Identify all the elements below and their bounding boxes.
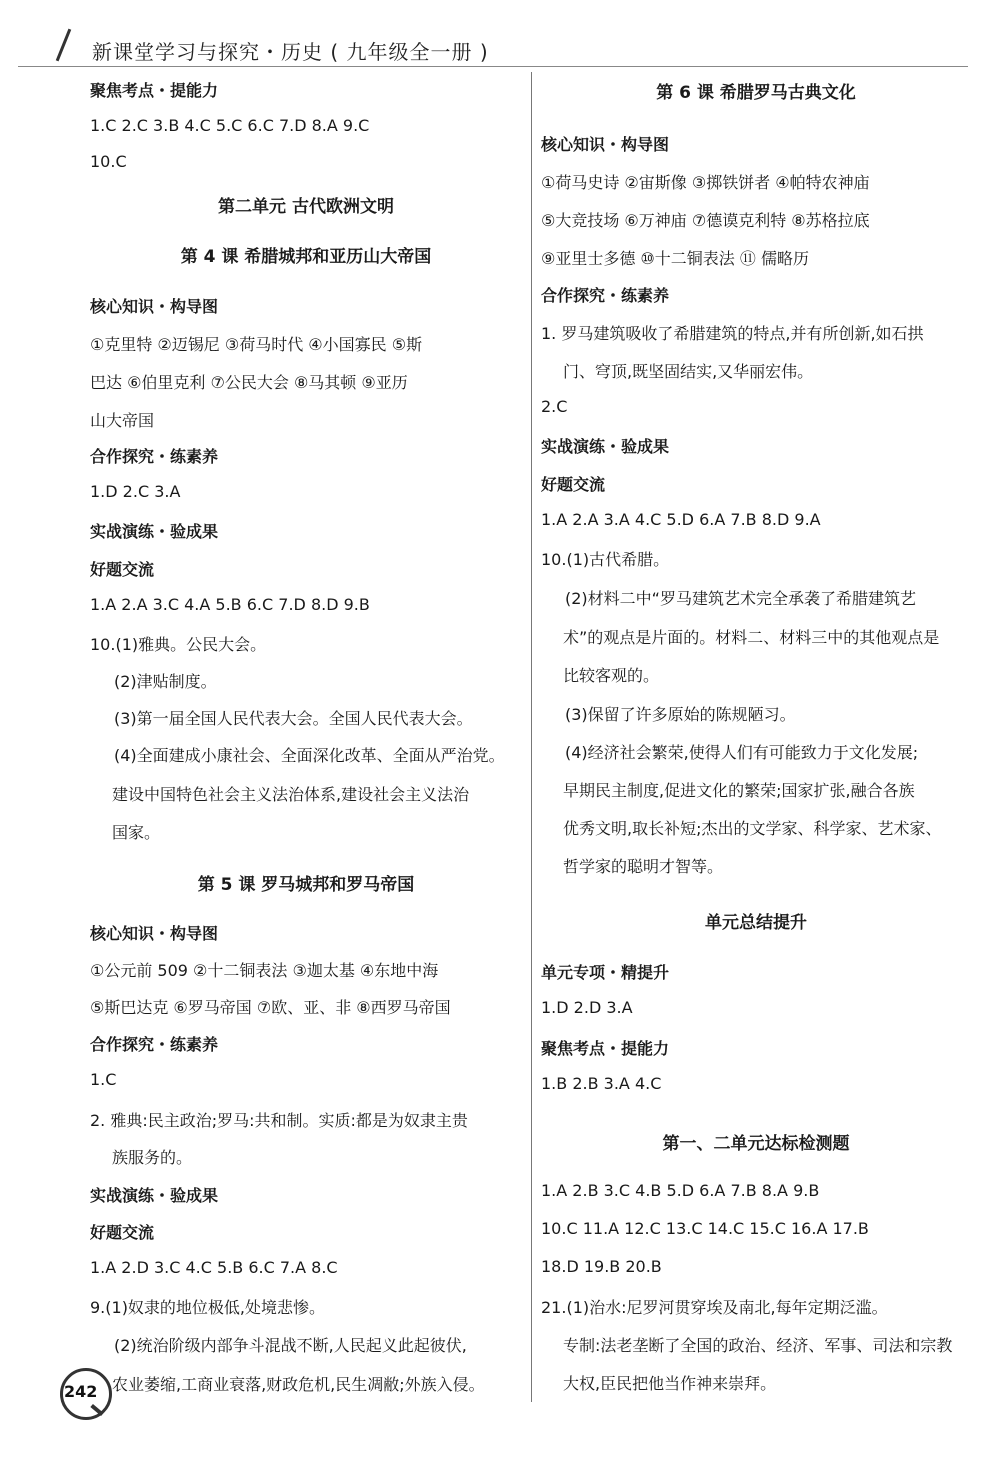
- answer-line: (2)津贴制度。: [114, 672, 217, 691]
- answer-line: 哲学家的聪明才智等。: [563, 857, 724, 876]
- knowledge-line: ⑨亚里士多德 ⑩十二铜表法 ⑪ 儒略历: [541, 249, 809, 268]
- answer-line: 10.C 11.A 12.C 13.C 14.C 15.C 16.A 17.B: [541, 1219, 869, 1238]
- answer-line: 1.A 2.A 3.A 4.C 5.D 6.A 7.B 8.D 9.A: [541, 510, 821, 529]
- header-title: 新课堂学习与探究・历史 ( 九年级全一册 ): [92, 40, 489, 64]
- header-slash-decoration: [56, 29, 72, 62]
- lesson-title: 第 4 课 希腊城邦和亚历山大帝国: [180, 247, 432, 267]
- answer-line: 1.C: [90, 1070, 117, 1089]
- answer-line: (4)经济社会繁荣,使得人们有可能致力于文化发展;: [565, 743, 919, 762]
- answer-line: (4)全面建成小康社会、全面深化改革、全面从严治党。: [114, 746, 505, 765]
- answer-line: (3)保留了许多原始的陈规陋习。: [565, 705, 796, 724]
- subsection-heading: 好题交流: [541, 475, 606, 494]
- answer-line: 优秀文明,取长补短;杰出的文学家、科学家、艺术家、: [563, 819, 942, 838]
- subsection-heading: 好题交流: [90, 560, 155, 579]
- answer-line: 建设中国特色社会主义法治体系,建设社会主义法治: [112, 785, 470, 804]
- knowledge-line: ⑤斯巴达克 ⑥罗马帝国 ⑦欧、亚、非 ⑧西罗马帝国: [90, 998, 451, 1017]
- section-heading: 实战演练・验成果: [90, 522, 219, 541]
- answer-line: 大权,臣民把他当作神来崇拜。: [563, 1374, 777, 1393]
- section-heading: 合作探究・练素养: [541, 286, 670, 305]
- answer-line: 门、穹顶,既坚固结实,又华丽宏伟。: [563, 362, 814, 381]
- knowledge-line: 山大帝国: [90, 411, 155, 430]
- answer-line: 专制:法老垄断了全国的政治、经济、军事、司法和宗教: [563, 1336, 953, 1355]
- answer-line: 10.(1)古代希腊。: [541, 550, 670, 569]
- header-rule: [18, 66, 968, 67]
- answer-line: 早期民主制度,促进文化的繁荣;国家扩张,融合各族: [563, 781, 915, 800]
- answer-line: 1.A 2.D 3.C 4.C 5.B 6.C 7.A 8.C: [90, 1258, 338, 1277]
- answer-line: 18.D 19.B 20.B: [541, 1257, 662, 1276]
- knowledge-line: ①荷马史诗 ②宙斯像 ③掷铁饼者 ④帕特农神庙: [541, 173, 870, 192]
- column-divider: [531, 72, 532, 1402]
- answer-line: 族服务的。: [112, 1148, 193, 1167]
- knowledge-line: ①克里特 ②迈锡尼 ③荷马时代 ④小国寡民 ⑤斯: [90, 335, 423, 354]
- answer-line: 农业萎缩,工商业衰落,财政危机,民生凋敝;外族入侵。: [112, 1375, 485, 1394]
- section-heading: 合作探究・练素养: [90, 1035, 219, 1054]
- answer-line: 1.A 2.A 3.C 4.A 5.B 6.C 7.D 8.D 9.B: [90, 595, 370, 614]
- page-header: [0, 0, 1000, 70]
- answer-line: 1.D 2.C 3.A: [90, 482, 181, 501]
- section-heading: 合作探究・练素养: [90, 447, 219, 466]
- answer-line: (3)第一届全国人民代表大会。全国人民代表大会。: [114, 709, 473, 728]
- section-heading: 核心知识・构导图: [541, 135, 670, 154]
- page-number-badge: [60, 1368, 120, 1418]
- knowledge-line: 巴达 ⑥伯里克利 ⑦公民大会 ⑧马其顿 ⑨亚历: [90, 373, 408, 392]
- subsection-heading: 好题交流: [90, 1223, 155, 1242]
- section-heading: 聚焦考点・提能力: [541, 1039, 670, 1058]
- answer-line: 1.C 2.C 3.B 4.C 5.C 6.C 7.D 8.A 9.C: [90, 116, 370, 135]
- section-title: 第一、二单元达标检测题: [662, 1134, 850, 1154]
- answer-line: 比较客观的。: [563, 666, 660, 685]
- answer-line: 1.A 2.B 3.C 4.B 5.D 6.A 7.B 8.A 9.B: [541, 1181, 820, 1200]
- lesson-title: 第 5 课 罗马城邦和罗马帝国: [197, 875, 415, 895]
- answer-line: 2.C: [541, 397, 568, 416]
- knowledge-line: ⑤大竞技场 ⑥万神庙 ⑦德谟克利特 ⑧苏格拉底: [541, 211, 870, 230]
- section-heading: 实战演练・验成果: [541, 437, 670, 456]
- section-heading: 实战演练・验成果: [90, 1186, 219, 1205]
- answer-line: (2)材料二中“罗马建筑艺术完全承袭了希腊建筑艺: [565, 589, 916, 608]
- answer-line: 1.B 2.B 3.A 4.C: [541, 1074, 662, 1093]
- section-heading: 聚焦考点・提能力: [90, 81, 219, 100]
- section-heading: 核心知识・构导图: [90, 924, 219, 943]
- answer-line: 1.D 2.D 3.A: [541, 998, 633, 1017]
- section-heading: 单元专项・精提升: [541, 963, 670, 982]
- answer-line: 10.C: [90, 152, 127, 171]
- unit-title: 第二单元 古代欧洲文明: [218, 197, 394, 217]
- answer-line: 1. 罗马建筑吸收了希腊建筑的特点,并有所创新,如石拱: [541, 324, 924, 343]
- answer-line: 2. 雅典:民主政治;罗马:共和制。实质:都是为奴隶主贵: [90, 1111, 468, 1130]
- knowledge-line: ①公元前 509 ②十二铜表法 ③迦太基 ④东地中海: [90, 961, 439, 980]
- answer-line: (2)统治阶级内部争斗混战不断,人民起义此起彼伏,: [114, 1336, 467, 1355]
- answer-line: 国家。: [112, 823, 161, 842]
- answer-line: 9.(1)奴隶的地位极低,处境悲惨。: [90, 1298, 326, 1317]
- answer-line: 10.(1)雅典。公民大会。: [90, 635, 267, 654]
- section-title: 单元总结提升: [705, 913, 807, 933]
- page-number: 242: [64, 1382, 98, 1401]
- section-heading: 核心知识・构导图: [90, 297, 219, 316]
- lesson-title: 第 6 课 希腊罗马古典文化: [656, 83, 856, 103]
- answer-line: 21.(1)治水:尼罗河贯穿埃及南北,每年定期泛滥。: [541, 1298, 888, 1317]
- answer-line: 术”的观点是片面的。材料二、材料三中的其他观点是: [563, 628, 940, 647]
